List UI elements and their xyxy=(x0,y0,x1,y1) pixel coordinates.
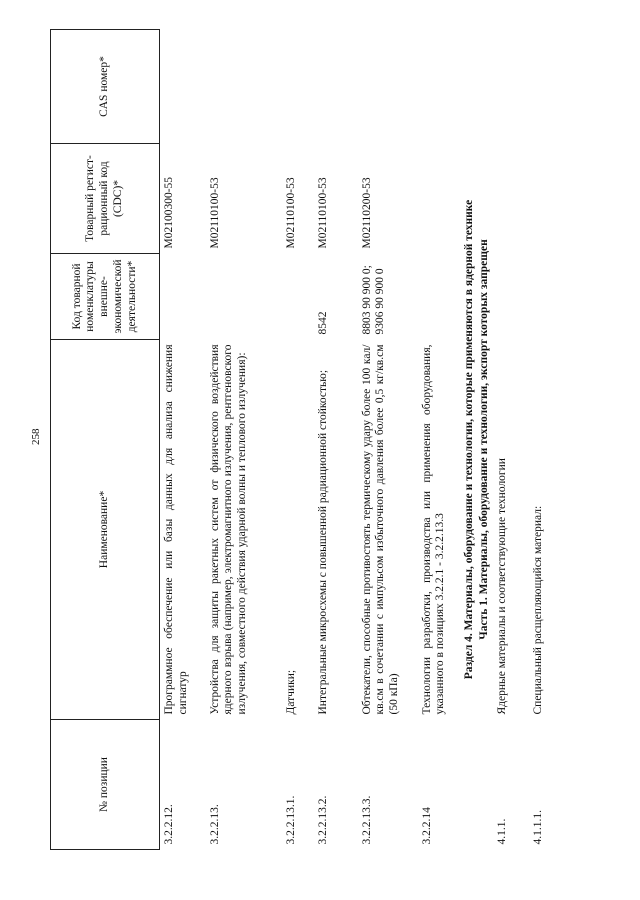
row-tnved xyxy=(282,254,314,340)
row-cas xyxy=(314,30,358,144)
row-position: 3.2.2.13. xyxy=(208,804,221,845)
table-row xyxy=(282,30,314,850)
row-cas xyxy=(206,30,282,144)
row-tnved: 8542 xyxy=(316,311,329,335)
header-cas: CAS номер* xyxy=(51,30,160,144)
row-cdc: M02110100-53 xyxy=(284,177,297,249)
part-heading-row xyxy=(477,30,493,850)
table-row xyxy=(418,30,462,850)
row-position: 3.2.2.13.2. xyxy=(316,795,329,845)
row-cdc: M02100300-55 xyxy=(163,176,175,249)
table-row xyxy=(160,30,206,850)
header-tnved: Код товарной номенклатуры внешнеэкономической деятельности* xyxy=(51,254,160,340)
row-name: Обтекатели, способные противостоять термическому удару более 100 кал/кв.см в сочетании с импульсом избыточного давления более 0,5 кг/кв.см (50 кПа) xyxy=(360,344,401,715)
row-cdc: M02110100-53 xyxy=(316,177,329,249)
goods-table xyxy=(50,29,559,850)
row-name: Специальный расщепляющийся материал: xyxy=(532,505,545,715)
row-tnved xyxy=(418,254,462,340)
row-cdc xyxy=(418,144,462,254)
row-position: 3.2.2.12. xyxy=(163,804,175,845)
row-tnved: 8803 90 900 0; 9306 90 900 0 xyxy=(360,265,387,335)
section-title: Раздел 4. Материалы, оборудование и технологии, которые применяются в ядерной технике xyxy=(462,199,475,680)
table-row xyxy=(206,30,282,850)
row-position: 4.1.1. xyxy=(496,818,509,845)
header-name: Наименование* xyxy=(51,340,160,720)
part-title: Часть 1. Материалы, оборудование и технологии, экспорт которых запрещен xyxy=(478,239,491,640)
row-name: Ядерные материалы и соответствующие технологии xyxy=(496,458,509,715)
row-name: Датчики; xyxy=(284,669,297,715)
section-heading-row xyxy=(462,30,478,850)
row-cdc: M02110100-53 xyxy=(208,177,221,249)
table-row xyxy=(493,30,529,850)
row-name: Программное обеспечение или базы данных для анализа снижения сигнатур xyxy=(163,344,189,715)
header-position: № позиции xyxy=(51,720,160,850)
row-name: Технологии разработки, производства или применения оборудования, указанного в позициях 3.2.2.1 - 3.2.2.13.3 xyxy=(420,344,447,715)
header-cdc: Товарный регистрационный код (CDC)* xyxy=(51,144,160,254)
row-cas xyxy=(358,30,418,144)
table-row xyxy=(529,30,559,850)
rotated-table-container xyxy=(50,30,610,850)
row-name: Интегральные микросхемы с повышенной радиационной стойкостью; xyxy=(316,369,329,715)
row-tnved xyxy=(206,254,282,340)
page-number: 258 xyxy=(30,428,42,445)
row-position: 3.2.2.14 xyxy=(420,807,433,845)
row-tnved xyxy=(160,254,206,340)
row-position: 3.2.2.13.3. xyxy=(360,795,373,845)
row-cas xyxy=(160,30,206,144)
row-cas xyxy=(282,30,314,144)
row-cdc: M02110200-53 xyxy=(360,177,373,249)
row-name: Устройства для защиты ракетных систем от физического воздействия ядерного взрыва (например, электромагнитного излучения, рентгеновского излучения, совместного действия ударной волны и теплового излучения): xyxy=(208,344,249,715)
table-row xyxy=(358,30,418,850)
table-row xyxy=(314,30,358,850)
row-cas xyxy=(418,30,462,144)
row-position: 3.2.2.13.1. xyxy=(284,795,297,845)
row-position: 4.1.1.1. xyxy=(532,810,545,845)
table-header-row xyxy=(51,30,160,850)
